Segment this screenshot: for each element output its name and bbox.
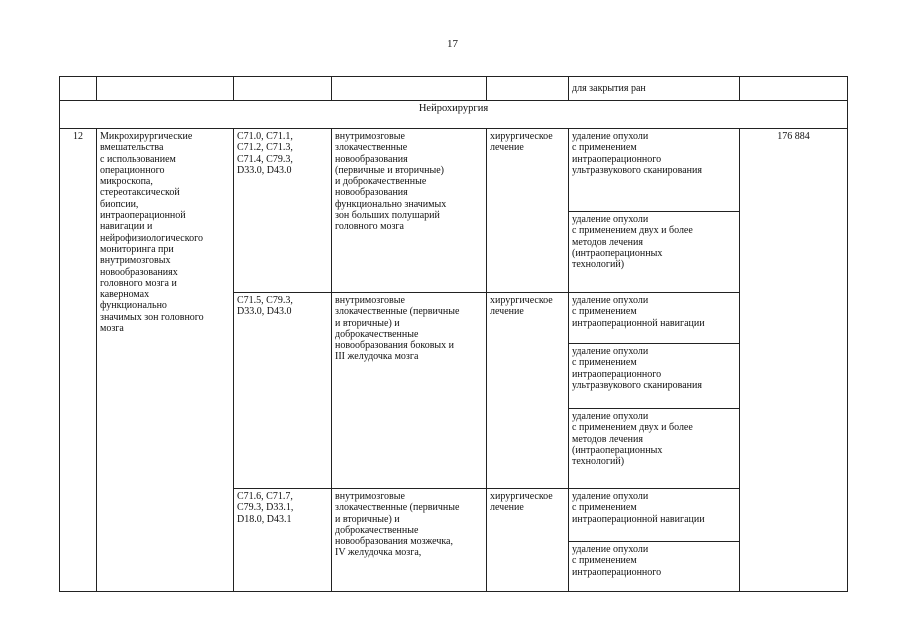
entry-number: 12 xyxy=(60,129,97,592)
price-cell xyxy=(740,129,848,592)
diagnosis: внутримозговые злокачественные новообразования (первичные и вторичные) и доброкачественные новообразования функционально значимых зон больших полушарий головного мозга xyxy=(335,131,447,233)
method-cell xyxy=(569,489,740,542)
method-text: удаление опухоли с применением двух и более методов лечения (интраоперационных технологий) xyxy=(572,214,693,271)
treatment-type-cell xyxy=(487,489,569,592)
medical-care-table xyxy=(59,76,848,592)
treatment-type: хирургическое лечение xyxy=(490,131,553,154)
method-text: удаление опухоли с применением интраоперационного ультразвукового сканирования xyxy=(572,131,702,176)
empty-cell xyxy=(234,77,332,101)
method-text: удаление опухоли с применением двух и более методов лечения (интраоперационных технологий) xyxy=(572,411,693,468)
method-cell xyxy=(569,409,740,489)
icd-codes: C71.0, C71.1, C71.2, C71.3, C71.4, C79.3, D33.0, D43.0 xyxy=(237,131,293,176)
treatment-type: хирургическое лечение xyxy=(490,491,553,514)
empty-cell xyxy=(97,77,234,101)
empty-cell xyxy=(60,77,97,101)
method-text: удаление опухоли с применением интраоперационной навигации xyxy=(572,491,705,525)
table-row xyxy=(60,129,848,212)
method-text: удаление опухоли с применением интраоперационной навигации xyxy=(572,295,705,329)
diagnosis: внутримозговые злокачественные (первичные и вторичные) и доброкачественные новообразования боковых и III желудочка мозга xyxy=(335,295,460,363)
diagnosis-cell xyxy=(332,489,487,592)
method-cell xyxy=(569,129,740,212)
entry-description: Микрохирургические вмешательства с использованием операционного микроскопа, стереотаксической биопсии, интраоперационной навигации и нейрофизиологического мониторинга при внутримозговых новообразованиях головного мозга и каверномах функционально значимых зон головного мозга xyxy=(100,131,204,335)
method-text: удаление опухоли с применением интраоперационного xyxy=(572,544,662,578)
section-title: Нейрохирургия xyxy=(60,101,848,129)
section-row xyxy=(60,101,848,129)
method-cell xyxy=(569,77,740,101)
treatment-type: хирургическое лечение xyxy=(490,295,553,318)
icd-codes-cell xyxy=(234,129,332,293)
entry-description-cell xyxy=(97,129,234,592)
method-cell xyxy=(569,344,740,409)
page-number: 17 xyxy=(447,38,458,50)
method-cell xyxy=(569,212,740,293)
icd-codes-cell xyxy=(234,489,332,592)
treatment-type-cell xyxy=(487,129,569,293)
diagnosis-cell xyxy=(332,293,487,489)
method-text: удаление опухоли с применением интраоперационного ультразвукового сканирования xyxy=(572,346,702,391)
treatment-type-cell xyxy=(487,293,569,489)
method-cell xyxy=(569,293,740,344)
diagnosis-cell xyxy=(332,129,487,293)
continuation-row xyxy=(60,77,848,101)
empty-cell xyxy=(332,77,487,101)
method-text: для закрытия ран xyxy=(572,82,646,94)
empty-cell xyxy=(487,77,569,101)
icd-codes: C71.5, C79.3, D33.0, D43.0 xyxy=(237,295,293,318)
icd-codes: C71.6, C71.7, C79.3, D33.1, D18.0, D43.1 xyxy=(237,491,294,525)
price-value: 176 884 xyxy=(777,131,810,142)
method-cell xyxy=(569,542,740,592)
diagnosis: внутримозговые злокачественные (первичные и вторичные) и доброкачественные новообразования мозжечка, IV желудочка мозга, xyxy=(335,491,460,559)
empty-cell xyxy=(740,77,848,101)
icd-codes-cell xyxy=(234,293,332,489)
